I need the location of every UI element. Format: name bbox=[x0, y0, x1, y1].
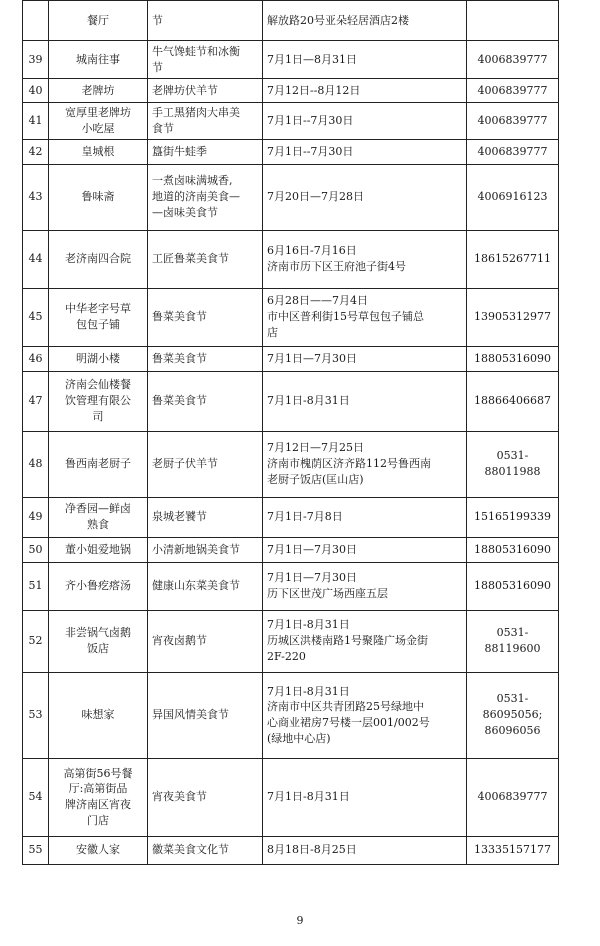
cell-festival bbox=[148, 758, 263, 836]
cell-number: 48 bbox=[23, 431, 49, 497]
cell-restaurant bbox=[49, 139, 148, 164]
cell-phone-line: 4006839777 bbox=[477, 113, 548, 127]
cell-time-address-line: 解放路20号亚朵轻居酒店2楼 bbox=[267, 13, 409, 27]
cell-festival bbox=[148, 103, 263, 140]
cell-phone-line: 4006916123 bbox=[477, 190, 548, 204]
cell-restaurant bbox=[49, 562, 148, 610]
cell-time-address bbox=[263, 1, 467, 41]
cell-festival bbox=[148, 562, 263, 610]
table-row bbox=[23, 836, 559, 864]
cell-time-address-line: 济南市槐荫区济齐路112号鲁西南 bbox=[267, 457, 431, 471]
cell-number: 46 bbox=[23, 346, 49, 371]
cell-restaurant-line: 包包子铺 bbox=[76, 318, 120, 332]
cell-festival bbox=[148, 139, 263, 164]
cell-time-address-line: 6月28日——7月4日 bbox=[267, 294, 368, 308]
cell-restaurant-line: 非尝锅气卤鹅 bbox=[65, 626, 131, 640]
cell-phone-line: 18866406687 bbox=[474, 394, 551, 408]
cell-festival-line: 小清新地锅美食节 bbox=[152, 542, 240, 556]
cell-festival-line: 手工黑猪肉大串美 bbox=[152, 106, 240, 119]
cell-festival-line: 地道的济南美食— bbox=[152, 190, 240, 204]
table-row bbox=[23, 346, 559, 371]
cell-number: 41 bbox=[23, 103, 49, 140]
cell-time-address-line: 老厨子饭店(匡山店) bbox=[267, 473, 364, 487]
cell-festival bbox=[148, 371, 263, 431]
cell-restaurant-line: 高第街56号餐 bbox=[63, 766, 133, 780]
cell-time-address bbox=[263, 164, 467, 230]
cell-festival bbox=[148, 288, 263, 346]
cell-time-address bbox=[263, 103, 467, 140]
cell-number: 51 bbox=[23, 562, 49, 610]
cell-festival bbox=[148, 672, 263, 758]
cell-restaurant-line: 齐小鲁疙瘩汤 bbox=[65, 579, 131, 593]
cell-restaurant-line: 董小姐爱地锅 bbox=[65, 542, 131, 556]
cell-festival bbox=[148, 1, 263, 41]
page-number: 9 bbox=[296, 914, 304, 927]
cell-phone-line: 4006839777 bbox=[477, 144, 548, 158]
table-row bbox=[23, 497, 559, 537]
table-row bbox=[23, 371, 559, 431]
cell-time-address-line: 6月16日-7月16日 bbox=[267, 244, 357, 258]
cell-time-address-line: 7月12日--8月12日 bbox=[267, 83, 361, 97]
cell-time-address bbox=[263, 758, 467, 836]
table-row bbox=[23, 672, 559, 758]
cell-phone bbox=[467, 371, 559, 431]
document-page bbox=[22, 0, 578, 946]
cell-time-address bbox=[263, 230, 467, 288]
cell-restaurant bbox=[49, 164, 148, 230]
cell-phone-line: 18805316090 bbox=[474, 579, 551, 593]
cell-festival bbox=[148, 230, 263, 288]
cell-time-address-line: 7月1日-8月31日 bbox=[267, 394, 350, 408]
cell-phone bbox=[467, 79, 559, 103]
cell-time-address-line: 7月1日—7月30日 bbox=[267, 351, 357, 365]
cell-phone-line: 13905312977 bbox=[474, 310, 551, 324]
cell-restaurant-line: 熟食 bbox=[87, 518, 109, 532]
cell-phone-line: 0531-88119600 bbox=[484, 626, 541, 656]
table-body bbox=[23, 1, 559, 865]
cell-phone bbox=[467, 537, 559, 562]
table-row bbox=[23, 103, 559, 140]
cell-number: 53 bbox=[23, 672, 49, 758]
cell-phone bbox=[467, 139, 559, 164]
cell-restaurant bbox=[49, 103, 148, 140]
cell-time-address-line: 济南市中区共青团路25号绿地中 bbox=[267, 700, 424, 714]
cell-restaurant bbox=[49, 288, 148, 346]
cell-restaurant bbox=[49, 371, 148, 431]
table-row bbox=[23, 139, 559, 164]
cell-restaurant bbox=[49, 41, 148, 79]
cell-time-address-line: 2F-220 bbox=[267, 650, 306, 664]
cell-restaurant bbox=[49, 537, 148, 562]
cell-restaurant-line: 门店 bbox=[87, 814, 109, 828]
cell-festival-line: 节 bbox=[152, 60, 163, 74]
cell-festival-line: 健康山东菜美食节 bbox=[152, 579, 240, 593]
cell-restaurant-line: 城南往事 bbox=[76, 52, 120, 66]
cell-festival bbox=[148, 497, 263, 537]
cell-restaurant-line: 厅:高第街品 bbox=[68, 782, 128, 796]
cell-festival bbox=[148, 346, 263, 371]
cell-phone bbox=[467, 758, 559, 836]
table-row bbox=[23, 562, 559, 610]
table-row bbox=[23, 1, 559, 41]
table-row bbox=[23, 288, 559, 346]
cell-time-address-line: 店 bbox=[267, 326, 278, 340]
cell-festival bbox=[148, 164, 263, 230]
table-row bbox=[23, 79, 559, 103]
cell-festival-line: 食节 bbox=[152, 121, 174, 135]
cell-festival bbox=[148, 41, 263, 79]
cell-festival-line: 牛气馋蛙节和冰衡 bbox=[152, 44, 240, 58]
cell-time-address-line: 7月1日--7月30日 bbox=[267, 144, 354, 158]
cell-number: 39 bbox=[23, 41, 49, 79]
cell-time-address bbox=[263, 610, 467, 672]
cell-phone-line: 18615267711 bbox=[474, 252, 551, 266]
cell-time-address-line: 7月1日-8月31日 bbox=[267, 790, 350, 804]
cell-time-address-line: 7月1日—7月30日 bbox=[267, 542, 357, 556]
cell-time-address bbox=[263, 672, 467, 758]
table-row bbox=[23, 610, 559, 672]
cell-restaurant bbox=[49, 230, 148, 288]
cell-phone-line: 4006839777 bbox=[477, 790, 548, 804]
cell-phone-line: 18805316090 bbox=[474, 542, 551, 556]
cell-time-address bbox=[263, 79, 467, 103]
cell-number: 54 bbox=[23, 758, 49, 836]
cell-festival-line: 鲁菜美食节 bbox=[152, 351, 207, 365]
cell-festival-line: 鲁菜美食节 bbox=[152, 310, 207, 324]
cell-festival bbox=[148, 537, 263, 562]
cell-restaurant-line: 牌济南区宵夜 bbox=[65, 798, 131, 812]
cell-phone bbox=[467, 836, 559, 864]
cell-phone-line: 0531-88011988 bbox=[484, 449, 541, 479]
cell-phone-line: 18805316090 bbox=[474, 351, 551, 365]
cell-number: 40 bbox=[23, 79, 49, 103]
table-row bbox=[23, 758, 559, 836]
cell-festival-line: 节 bbox=[152, 13, 163, 27]
table-row bbox=[23, 164, 559, 230]
cell-time-address-line: 8月18日-8月25日 bbox=[267, 843, 357, 857]
cell-number: 43 bbox=[23, 164, 49, 230]
cell-number: 42 bbox=[23, 139, 49, 164]
cell-time-address-line: 历下区世茂广场西座五层 bbox=[267, 587, 388, 601]
cell-phone bbox=[467, 41, 559, 79]
cell-phone bbox=[467, 288, 559, 346]
cell-time-address-line: 7月20日—7月28日 bbox=[267, 190, 364, 204]
cell-festival-line: 异国风情美食节 bbox=[152, 708, 229, 722]
cell-festival-line: 簋街牛蛙季 bbox=[152, 144, 207, 158]
cell-festival-line: —卤味美食节 bbox=[152, 206, 218, 220]
cell-festival-line: 宵夜美食节 bbox=[152, 790, 207, 804]
cell-restaurant-line: 明湖小楼 bbox=[76, 351, 120, 365]
cell-restaurant bbox=[49, 672, 148, 758]
cell-phone-line: 4006839777 bbox=[477, 83, 548, 97]
cell-time-address-line: 济南市历下区王府池子街4号 bbox=[267, 260, 406, 274]
cell-festival bbox=[148, 79, 263, 103]
cell-festival bbox=[148, 431, 263, 497]
cell-restaurant bbox=[49, 431, 148, 497]
cell-time-address bbox=[263, 431, 467, 497]
cell-number: 52 bbox=[23, 610, 49, 672]
table-row bbox=[23, 537, 559, 562]
cell-restaurant-line: 老济南四合院 bbox=[65, 252, 131, 266]
cell-time-address-line: 7月1日-8月31日 bbox=[267, 618, 350, 632]
cell-number: 44 bbox=[23, 230, 49, 288]
cell-festival-line: 宵夜卤鹅节 bbox=[152, 634, 207, 648]
cell-time-address-line: 心商业裙房7号楼一层001/002号 bbox=[267, 716, 430, 730]
cell-restaurant-line: 鲁西南老厨子 bbox=[65, 457, 131, 471]
cell-phone-line: 13335157177 bbox=[474, 843, 551, 857]
cell-restaurant-line: 皇城根 bbox=[81, 144, 115, 158]
cell-phone-line: 86096056 bbox=[484, 724, 541, 738]
cell-phone bbox=[467, 230, 559, 288]
cell-phone bbox=[467, 164, 559, 230]
cell-time-address bbox=[263, 346, 467, 371]
cell-restaurant bbox=[49, 836, 148, 864]
cell-phone-line: 15165199339 bbox=[474, 510, 551, 524]
restaurant-festival-table bbox=[22, 0, 559, 865]
cell-time-address bbox=[263, 371, 467, 431]
cell-festival-line: 工匠鲁菜美食节 bbox=[152, 252, 229, 266]
cell-restaurant-line: 净香园—鲜卤 bbox=[65, 502, 131, 516]
cell-festival-line: 一煮卤味满城香, bbox=[152, 174, 233, 188]
cell-time-address-line: 7月1日—7月30日 bbox=[267, 571, 357, 585]
cell-restaurant-line: 司 bbox=[92, 410, 104, 424]
cell-phone bbox=[467, 1, 559, 41]
cell-restaurant-line: 小吃屋 bbox=[81, 121, 115, 135]
cell-time-address bbox=[263, 562, 467, 610]
cell-time-address bbox=[263, 497, 467, 537]
cell-phone bbox=[467, 346, 559, 371]
cell-restaurant bbox=[49, 346, 148, 371]
cell-restaurant-line: 中华老字号草 bbox=[65, 302, 131, 316]
cell-restaurant-line: 济南会仙楼餐 bbox=[65, 378, 131, 392]
cell-time-address-line: 历城区洪楼南路1号聚隆广场金街 bbox=[267, 634, 428, 648]
cell-festival-line: 老厨子伏羊节 bbox=[152, 457, 218, 471]
cell-phone bbox=[467, 672, 559, 758]
cell-restaurant bbox=[49, 758, 148, 836]
cell-phone-line: 4006839777 bbox=[477, 52, 548, 66]
cell-phone bbox=[467, 497, 559, 537]
table-row bbox=[23, 41, 559, 79]
cell-festival-line: 徽菜美食文化节 bbox=[152, 843, 229, 857]
cell-festival bbox=[148, 836, 263, 864]
cell-restaurant bbox=[49, 497, 148, 537]
cell-restaurant-line: 饮管理有限公 bbox=[65, 394, 131, 408]
cell-restaurant bbox=[49, 79, 148, 103]
cell-time-address-line: (绿地中心店) bbox=[267, 732, 331, 746]
cell-festival-line: 老牌坊伏羊节 bbox=[152, 83, 218, 97]
table-row bbox=[23, 230, 559, 288]
table-row bbox=[23, 431, 559, 497]
cell-restaurant-line: 宽厚里老牌坊 bbox=[65, 106, 131, 119]
cell-time-address-line: 7月1日-8月31日 bbox=[267, 684, 350, 698]
cell-restaurant-line: 味想家 bbox=[81, 708, 115, 722]
cell-restaurant bbox=[49, 1, 148, 41]
cell-number: 55 bbox=[23, 836, 49, 864]
cell-restaurant-line: 老牌坊 bbox=[81, 83, 115, 97]
cell-festival-line: 泉城老饕节 bbox=[152, 510, 207, 524]
cell-restaurant-line: 安徽人家 bbox=[76, 843, 120, 857]
cell-time-address bbox=[263, 41, 467, 79]
cell-time-address-line: 7月1日—8月31日 bbox=[267, 52, 357, 66]
cell-festival-line: 鲁菜美食节 bbox=[152, 394, 207, 408]
cell-time-address-line: 7月12日—7月25日 bbox=[267, 441, 364, 455]
cell-time-address-line: 7月1日-7月8日 bbox=[267, 510, 343, 524]
cell-time-address bbox=[263, 288, 467, 346]
cell-phone bbox=[467, 610, 559, 672]
cell-restaurant bbox=[49, 610, 148, 672]
cell-phone bbox=[467, 431, 559, 497]
cell-restaurant-line: 鲁味斋 bbox=[81, 190, 115, 204]
cell-restaurant-line: 饭店 bbox=[87, 642, 109, 656]
cell-time-address-line: 市中区普利街15号草包包子铺总 bbox=[267, 310, 424, 324]
cell-number: 49 bbox=[23, 497, 49, 537]
cell-time-address bbox=[263, 537, 467, 562]
cell-number: 45 bbox=[23, 288, 49, 346]
cell-festival bbox=[148, 610, 263, 672]
cell-phone bbox=[467, 103, 559, 140]
cell-time-address bbox=[263, 836, 467, 864]
cell-phone-line: 0531-86095056; bbox=[482, 692, 543, 722]
cell-phone bbox=[467, 562, 559, 610]
cell-time-address-line: 7月1日--7月30日 bbox=[267, 113, 354, 127]
cell-restaurant-line: 餐厅 bbox=[87, 13, 109, 27]
cell-number: 50 bbox=[23, 537, 49, 562]
cell-time-address bbox=[263, 139, 467, 164]
cell-number bbox=[23, 1, 49, 41]
cell-number: 47 bbox=[23, 371, 49, 431]
